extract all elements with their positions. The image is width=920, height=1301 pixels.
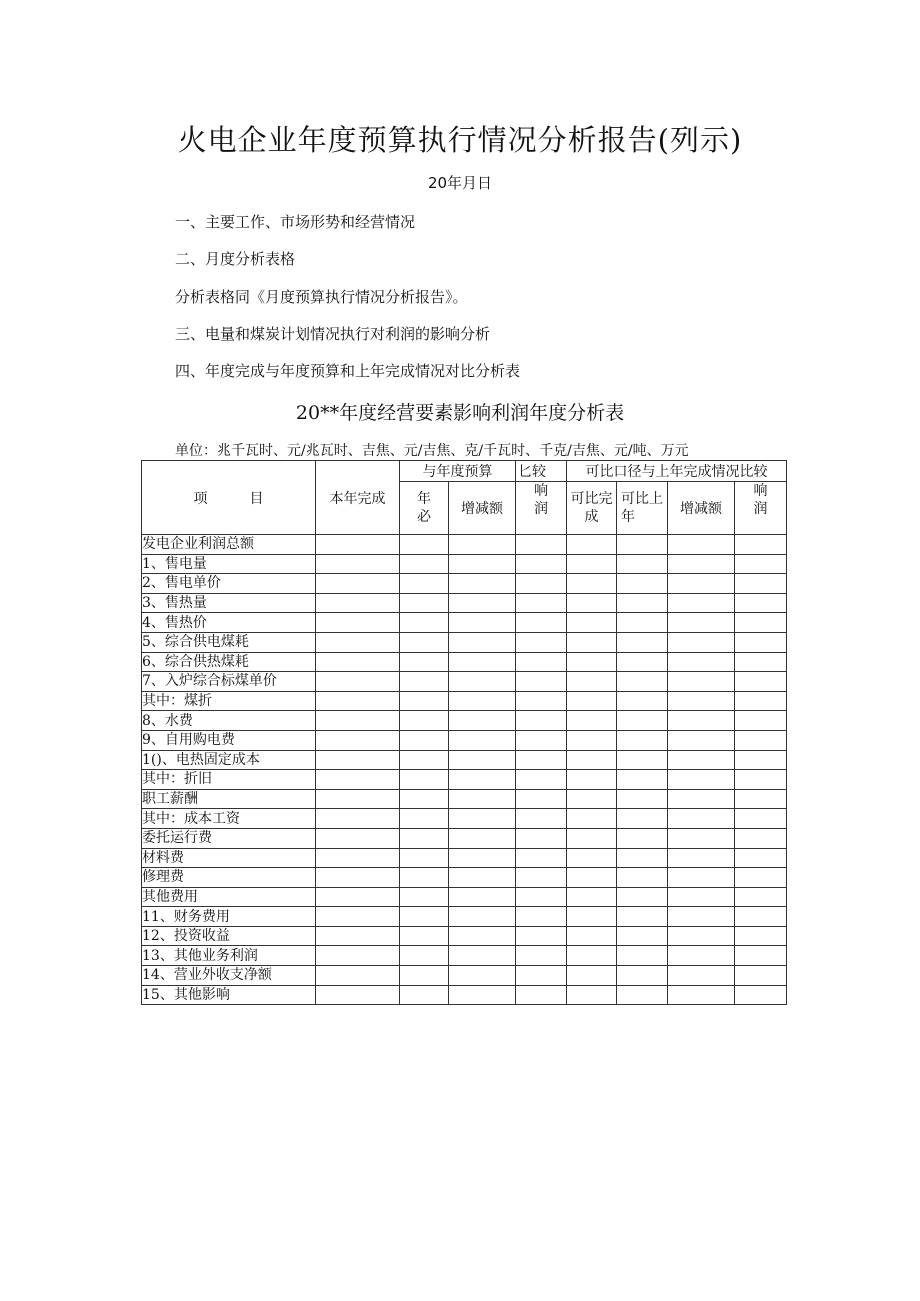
- header-last-impact-a: 响: [753, 483, 768, 499]
- table-row: [142, 554, 787, 574]
- table-row: [142, 985, 787, 1005]
- header-comparable-actual-b: 成: [584, 509, 599, 525]
- table-row: [142, 789, 787, 809]
- table-row: [142, 593, 787, 613]
- row-label: 2、售电单价: [142, 574, 316, 594]
- header-last-impact: [735, 482, 787, 535]
- table-row: [142, 672, 787, 692]
- row-label: 14、营业外收支净额: [142, 966, 316, 986]
- table-row: [142, 946, 787, 966]
- row-label: 9、自用购电费: [142, 730, 316, 750]
- header-group-budget-tail: 匕较: [516, 461, 567, 482]
- row-label: 材料费: [142, 848, 316, 868]
- header-budget-year: [400, 482, 449, 535]
- header-item: 项 目: [142, 461, 316, 535]
- header-comparable-actual-a: 可比完: [570, 491, 613, 507]
- units-line: 单位：兆千瓦时、元/兆瓦时、吉焦、元/吉焦、克/千瓦时、千克/吉焦、元/吨、万元: [175, 443, 689, 459]
- row-label: 11、财务费用: [142, 907, 316, 927]
- table-row: [142, 907, 787, 927]
- section-heading-3: 三、电量和煤炭计划情况执行对利润的影响分析: [175, 325, 491, 343]
- header-last-change: 增减额: [668, 482, 735, 535]
- header-group-budget: 与年度预算: [400, 461, 516, 482]
- analysis-table: [141, 460, 787, 1005]
- section-heading-1: 一、主要工作、市场形势和经营情况: [175, 213, 416, 231]
- header-comparable-last-b: 年: [621, 509, 635, 525]
- header-group-last-year: 可比口径与上年完成情况比较: [567, 461, 787, 482]
- table-row: [142, 828, 787, 848]
- row-label: 4、售热价: [142, 613, 316, 633]
- row-label: 7、入炉综合标煤单价: [142, 672, 316, 692]
- header-comparable-last: [617, 482, 668, 535]
- row-label: 其他费用: [142, 887, 316, 907]
- section-note: 分析表格同《月度预算执行情况分析报告》。: [175, 288, 468, 306]
- row-label: 6、综合供热煤耗: [142, 652, 316, 672]
- row-label: 13、其他业务利润: [142, 946, 316, 966]
- header-budget-year-b: 必: [417, 509, 431, 525]
- row-label: 1、售电量: [142, 554, 316, 574]
- row-label: 8、水费: [142, 711, 316, 731]
- row-label: 其中：折旧: [142, 770, 316, 790]
- row-label: 1()、电热固定成本: [142, 750, 316, 770]
- table-row: [142, 691, 787, 711]
- row-label: 其中：煤折: [142, 691, 316, 711]
- table-row: [142, 926, 787, 946]
- table-row: [142, 887, 787, 907]
- header-last-impact-b: 润: [753, 501, 768, 517]
- header-comparable-actual: [567, 482, 617, 535]
- table-row: [142, 730, 787, 750]
- table-row: [142, 535, 787, 555]
- table-row: [142, 613, 787, 633]
- document-title: 火电企业年度预算执行情况分析报告(列示): [177, 123, 743, 157]
- header-budget-impact-b: 润: [534, 501, 548, 517]
- table-row: [142, 809, 787, 829]
- section-heading-2: 二、月度分析表格: [175, 250, 296, 268]
- table-row: [142, 868, 787, 888]
- header-budget-change: 增减额: [449, 482, 516, 535]
- row-label: 其中：成本工资: [142, 809, 316, 829]
- table-row: [142, 966, 787, 986]
- table-row: [142, 652, 787, 672]
- table-row: [142, 574, 787, 594]
- table-row: [142, 770, 787, 790]
- header-actual: 本年完成: [316, 461, 400, 535]
- row-label: 3、售热量: [142, 593, 316, 613]
- row-label: 职工薪酬: [142, 789, 316, 809]
- table-row: [142, 848, 787, 868]
- table-row: [142, 711, 787, 731]
- row-label: 修理费: [142, 868, 316, 888]
- row-label: 15、其他影响: [142, 985, 316, 1005]
- table-row: [142, 750, 787, 770]
- header-budget-impact: [516, 482, 567, 535]
- header-budget-year-a: 年: [417, 491, 431, 507]
- row-label: 委托运行费: [142, 828, 316, 848]
- row-label: 5、综合供电煤耗: [142, 632, 316, 652]
- section-heading-4: 四、年度完成与年度预算和上年完成情况对比分析表: [175, 362, 521, 380]
- header-budget-impact-a: 响: [534, 483, 548, 499]
- report-date: 20年月日: [427, 174, 493, 192]
- row-label: 12、投资收益: [142, 926, 316, 946]
- table-row: [142, 632, 787, 652]
- table-title: 20**年度经营要素影响利润年度分析表: [295, 402, 625, 424]
- header-comparable-last-a: 可比上: [621, 491, 663, 507]
- row-label: 发电企业利润总额: [142, 535, 316, 555]
